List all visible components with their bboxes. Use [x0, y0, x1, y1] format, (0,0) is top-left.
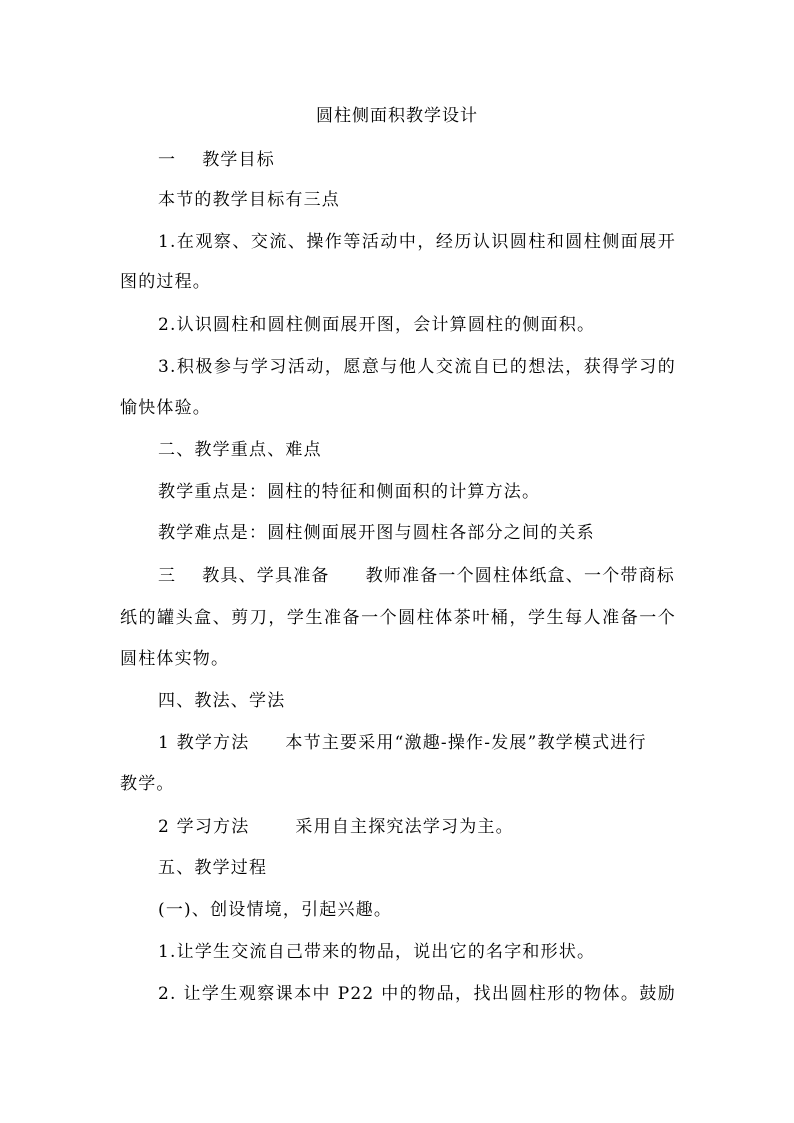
document-title: 圆柱侧面积教学设计	[316, 106, 478, 126]
method-1-line-2: 教学。	[120, 774, 175, 794]
process-step-1: 1.让学生交流自己带来的物品，说出它的名字和形状。	[158, 942, 596, 962]
section-3-line-1	[158, 564, 676, 588]
section-3-title: 教具、学具准备	[202, 566, 330, 586]
section-3-line-3: 圆柱体实物。	[120, 649, 230, 669]
section-2-heading: 二、教学重点、难点	[158, 440, 322, 460]
method-2-text: 采用自主探究法学习为主。	[295, 817, 514, 837]
goal-3-line-1: 3.积极参与学习活动，愿意与他人交流自已的想法，获得学习的	[158, 357, 676, 377]
method-1-text: 本节主要采用“激趣-操作-发展”教学模式进行	[285, 733, 647, 753]
method-2-label: 2 学习方法	[158, 817, 250, 837]
section-5-heading: 五、教学过程	[158, 858, 268, 878]
method-1-line-1	[158, 731, 676, 755]
goal-3-line-2: 愉快体验。	[120, 398, 211, 418]
difficult-point: 教学难点是：圆柱侧面展开图与圆柱各部分之间的关系	[158, 523, 595, 543]
section-3-line-2: 纸的罐头盒、剪刀，学生准备一个圆柱体茶叶桶，学生每人准备一个	[120, 608, 676, 628]
goal-1-line-1: 1.在观察、交流、操作等活动中，经历认识圆柱和圆柱侧面展开	[158, 232, 676, 252]
section-1-title: 教学目标	[202, 150, 276, 170]
section-1-number: 一	[158, 150, 177, 170]
process-step-2: 2. 让学生观察课本中 P22 中的物品，找出圆柱形的物体。鼓励	[158, 984, 676, 1004]
method-1-label: 1 教学方法	[158, 733, 250, 753]
goals-intro: 本节的教学目标有三点	[158, 190, 340, 210]
goal-1-line-2: 图的过程。	[120, 272, 211, 292]
section-4-heading: 四、教法、学法	[158, 691, 286, 711]
section-3-number: 三	[158, 566, 177, 586]
method-2	[158, 815, 676, 839]
section-3-text-start: 教师准备一个圆柱体纸盒、一个带商标	[365, 566, 676, 586]
section-1-heading	[158, 148, 676, 172]
process-part-1: (一)、创设情境，引起兴趣。	[158, 900, 393, 920]
key-point: 教学重点是：圆柱的特征和侧面积的计算方法。	[158, 482, 541, 502]
goal-2: 2.认识圆柱和圆柱侧面展开图，会计算圆柱的侧面积。	[158, 315, 596, 335]
